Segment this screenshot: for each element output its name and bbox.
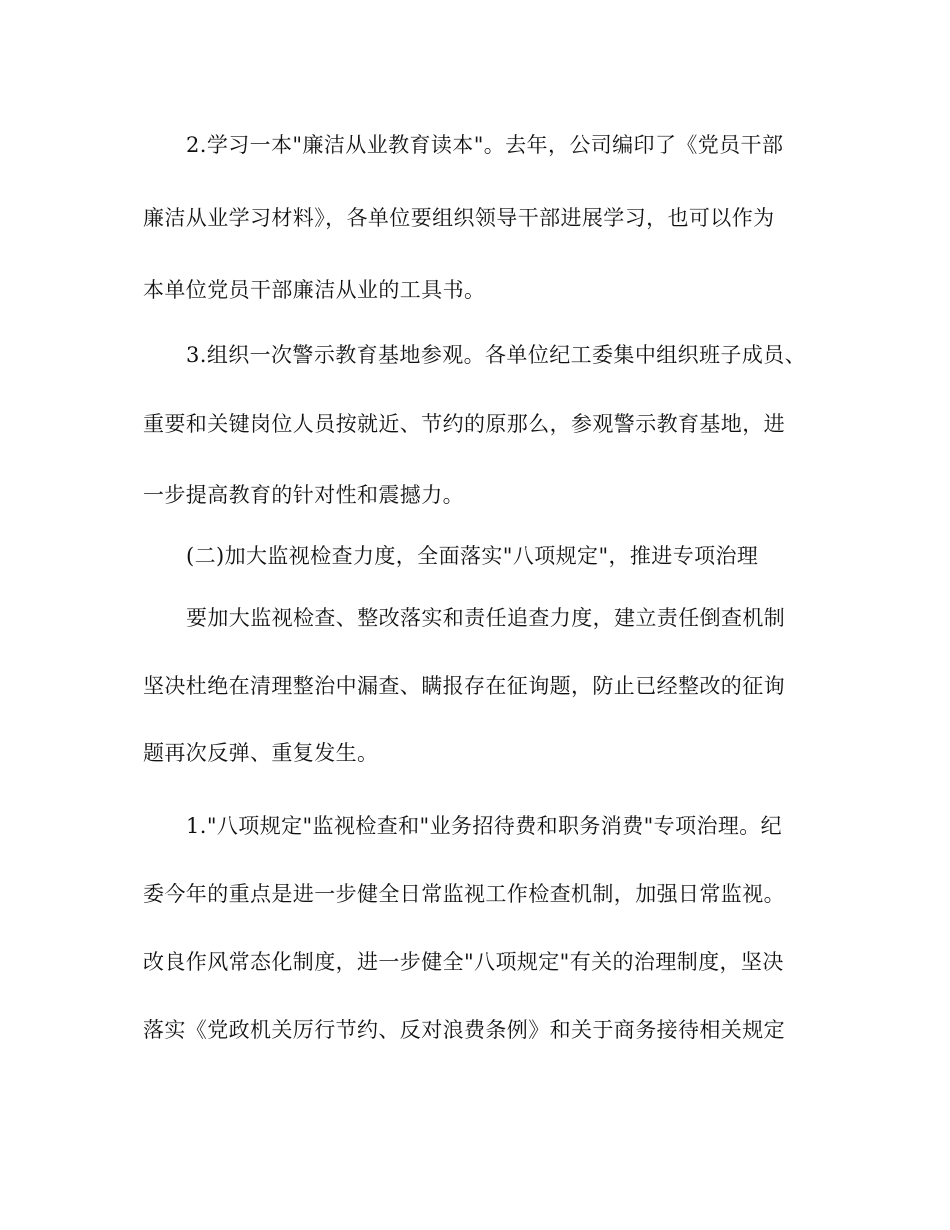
paragraph-line: 要加大监视检查、整改落实和责任追查力度，建立责任倒查机制 [186,606,786,630]
paragraph-line: 本单位党员干部廉洁从业的工具书。 [143,278,486,302]
paragraph-line: 委今年的重点是进一步健全日常监视工作检查机制，加强日常监视。 [143,882,785,906]
paragraph-line: 1."八项规定"监视检查和"业务招待费和职务消费"专项治理。纪 [186,814,783,838]
paragraph-line: 廉洁从业学习材料》，各单位要组织领导干部进展学习，也可以作为 [143,206,775,230]
paragraph-line: 改良作风常态化制度，进一步健全"八项规定"有关的治理制度，坚决 [143,950,784,974]
paragraph-line: 坚决杜绝在清理整治中漏查、瞒报存在征询题，防止已经整改的征询 [143,674,785,698]
paragraph-line: 2.学习一本"廉洁从业教育读本"。去年，公司编印了《党员干部 [186,133,784,157]
paragraph-line: 3.组织一次警示教育基地参观。各单位纪工委集中组织班子成员、 [186,343,807,367]
section-heading: (二)加大监视检查力度，全面落实"八项规定"，推进专项治理 [186,544,759,568]
paragraph-line: 重要和关键岗位人员按就近、节约的原那么，参观警示教育基地，进 [143,412,785,436]
paragraph-line: 落实《党政机关厉行节约、反对浪费条例》和关于商务接待相关规定 [143,1018,785,1042]
paragraph-line: 一步提高教育的针对性和震撼力。 [143,483,464,507]
paragraph-line: 题再次反弹、重复发生。 [143,741,379,765]
